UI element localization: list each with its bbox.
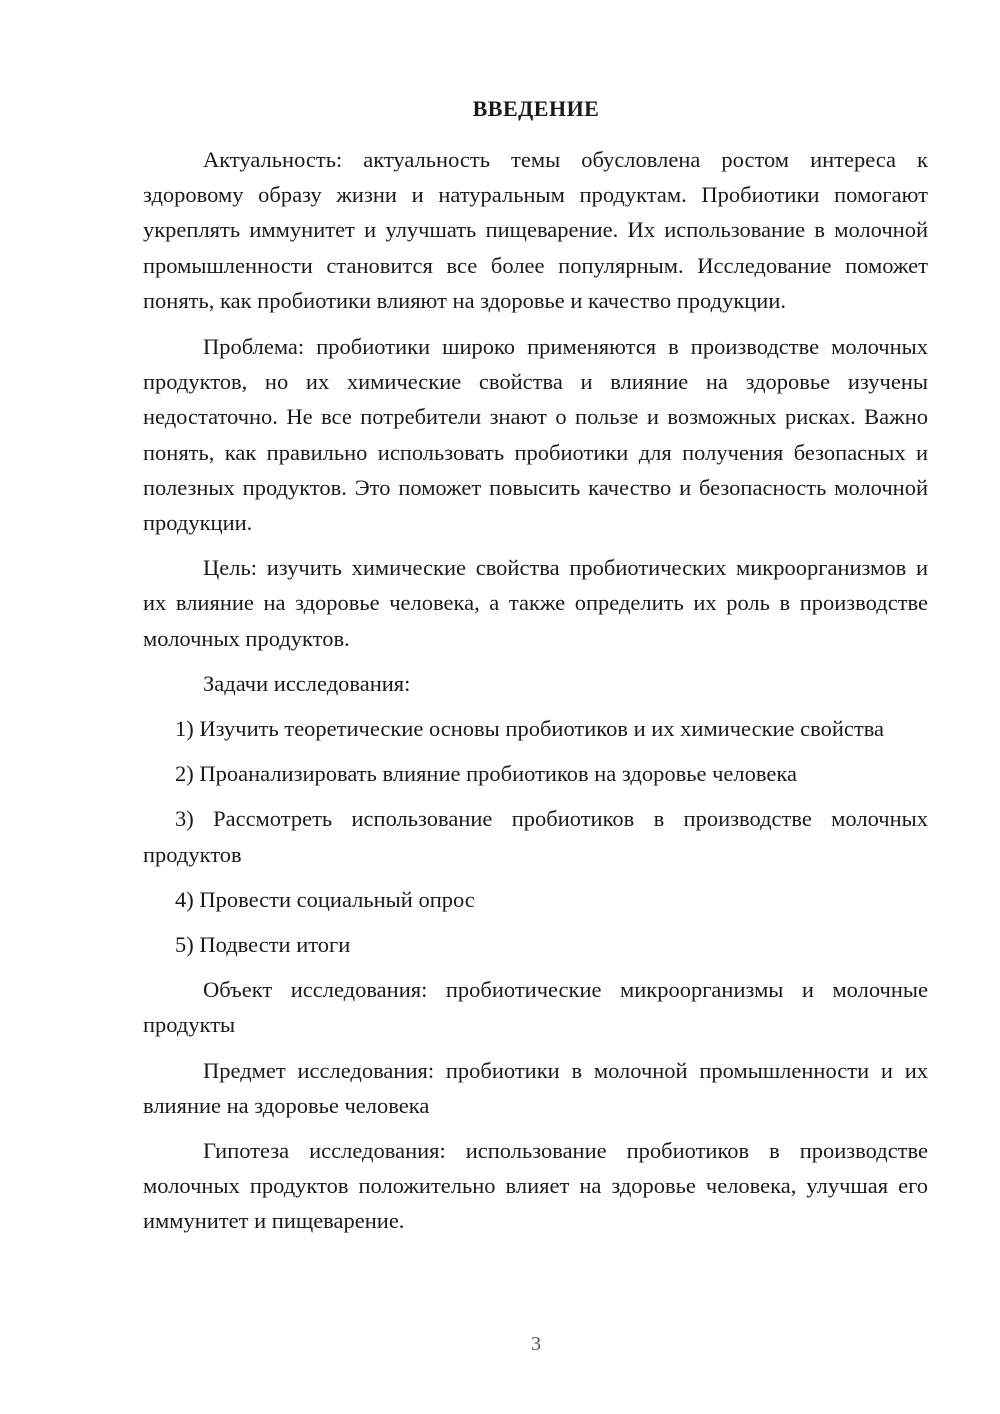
page-title: ВВЕДЕНИЕ [472, 96, 600, 121]
paragraph-relevance: Актуальность: актуальность темы обусловлена ростом интереса к здоровому образу жизни и натуральным продуктам. Пробиотики помогают укреплять иммунитет и улучшать пищеварение. Их использование в молочной промышленности становится все более популярным. Исследование поможет понять, как пробиотики влияют на здоровье и качество продукции. [143, 147, 928, 313]
paragraph-problem: Проблема: пробиотики широко применяются в производстве молочных продуктов, но их химические свойства и влияние на здоровье изучены недостаточно. Не все потребители знают о пользе и возможных рисках. Важно понять, как правильно использовать пробиотики для получения безопасных и полезных продуктов. Это поможет повысить качество и безопасность молочной продукции. [143, 334, 928, 536]
list-item: 5) Подвести итоги [175, 932, 351, 958]
page-number: 3 [531, 1333, 541, 1355]
paragraph-goal: Цель: изучить химические свойства пробиотических микроорганизмов и их влияние на здоровье человека, а также определить их роль в производстве молочных продуктов. [143, 555, 928, 651]
paragraph-subject: Предмет исследования: пробиотики в молочной промышленности и их влияние на здоровье человека [143, 1057, 928, 1118]
tasks-heading: Задачи исследования: [203, 670, 411, 696]
paragraph-object: Объект исследования: пробиотические микроорганизмы и молочные продукты [143, 977, 928, 1038]
list-item: 4) Провести социальный опрос [175, 886, 475, 912]
document-body [143, 142, 928, 1239]
list-item: 3) Рассмотреть использование пробиотиков в производстве молочных продуктов [143, 806, 928, 867]
list-item: 2) Проанализировать влияние пробиотиков на здоровье человека [175, 761, 797, 787]
list-item: 1) Изучить теоретические основы пробиотиков и их химические свойства [175, 716, 885, 742]
paragraph-hypothesis: Гипотеза исследования: использование пробиотиков в производстве молочных продуктов положительно влияет на здоровье человека, улучшая его иммунитет и пищеварение. [143, 1138, 928, 1234]
